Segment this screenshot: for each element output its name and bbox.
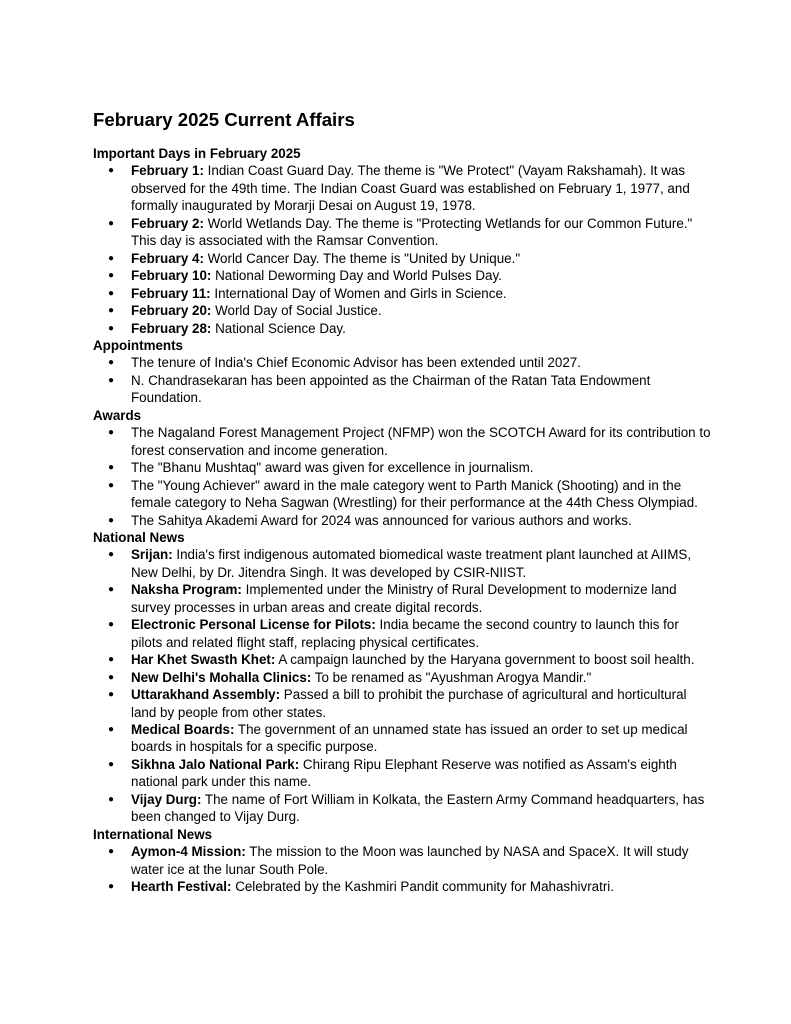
item-term: Electronic Personal License for Pilots: xyxy=(131,617,376,633)
item-text: The "Young Achiever" award in the male category went to Parth Manick (Shooting) and in the female category to Neha Sagwan (Wrestling) for their performance at the 44th Chess Olympiad. xyxy=(131,477,698,511)
item-term: Medical Boards: xyxy=(131,721,235,737)
bullet-list xyxy=(93,546,713,825)
item-term: February 20: xyxy=(131,303,212,319)
item-text: India became the second country to launch this for pilots and related flight staff, replacing physical certificates. xyxy=(131,617,679,650)
list-item xyxy=(93,669,713,686)
bullet-list xyxy=(93,162,713,337)
section-important-days xyxy=(93,145,713,337)
item-text: Indian Coast Guard Day. The theme is "We Protect" (Vayam Rakshamah). It was observed for the 49th time. The Indian Coast Guard was established on February 1, 1977, and formally inaugurated by Morarji Desai on August 19, 1978. xyxy=(131,163,690,214)
list-item xyxy=(93,285,713,302)
item-text: National Deworming Day and World Pulses Day. xyxy=(211,268,502,284)
item-term: February 4: xyxy=(131,250,204,266)
list-item xyxy=(93,372,713,407)
item-term: Sikhna Jalo National Park: xyxy=(131,756,300,772)
bullet-list xyxy=(93,424,713,529)
item-term: Naksha Program: xyxy=(131,582,242,598)
list-item xyxy=(93,686,713,721)
list-item xyxy=(93,721,713,756)
section-heading: Awards xyxy=(93,407,142,423)
item-term: Aymon-4 Mission: xyxy=(131,844,246,860)
item-text: National Science Day. xyxy=(211,320,346,336)
item-text: International Day of Women and Girls in Science. xyxy=(210,285,507,301)
section-international-news xyxy=(93,826,713,896)
section-heading: National News xyxy=(93,529,185,545)
item-term: February 10: xyxy=(131,268,212,284)
section-heading: Appointments xyxy=(93,337,184,353)
list-item xyxy=(93,424,713,459)
item-term: February 2: xyxy=(131,215,204,231)
section-heading: Important Days in February 2025 xyxy=(93,146,301,161)
item-term: New Delhi's Mohalla Clinics: xyxy=(131,669,312,685)
document-body xyxy=(93,145,713,895)
section-awards xyxy=(93,407,713,529)
item-term: Har Khet Swasth Khet: xyxy=(131,652,276,668)
list-item xyxy=(93,791,713,826)
item-term: Vijay Durg: xyxy=(131,791,202,807)
item-text: N. Chandrasekaran has been appointed as the Chairman of the Ratan Tata Endowment Foundation. xyxy=(131,372,651,406)
list-item xyxy=(93,320,713,337)
item-text: The Sahitya Akademi Award for 2024 was announced for various authors and works. xyxy=(131,512,632,528)
item-text: Celebrated by the Kashmiri Pandit community for Mahashivratri. xyxy=(231,879,615,895)
item-term: Hearth Festival: xyxy=(131,879,232,895)
list-item xyxy=(93,756,713,791)
list-item xyxy=(93,651,713,668)
item-text: To be renamed as "Ayushman Arogya Mandir." xyxy=(311,669,592,685)
list-item xyxy=(93,354,713,371)
list-item xyxy=(93,267,713,284)
list-item xyxy=(93,477,713,512)
list-item xyxy=(93,581,713,616)
list-item xyxy=(93,302,713,319)
item-text: Chirang Ripu Elephant Reserve was notified as Assam's eighth national park under this name. xyxy=(131,756,677,790)
bullet-list xyxy=(93,354,713,406)
list-item xyxy=(93,843,713,878)
item-text: The Nagaland Forest Management Project (NFMP) won the SCOTCH Award for its contribution to forest conservation and income generation. xyxy=(131,425,711,458)
list-item xyxy=(93,616,713,651)
item-text: World Day of Social Justice. xyxy=(211,303,382,319)
item-text: The government of an unnamed state has issued an order to set up medical boards in hospitals for a specific purpose. xyxy=(131,721,688,755)
item-text: World Wetlands Day. The theme is "Protecting Wetlands for our Common Future." This day is associated with the Ramsar Convention. xyxy=(131,215,693,249)
item-text: The mission to the Moon was launched by NASA and SpaceX. It will study water ice at the lunar South Pole. xyxy=(131,844,689,877)
item-text: A campaign launched by the Haryana government to boost soil health. xyxy=(275,652,695,668)
item-text: India's first indigenous automated biomedical waste treatment plant launched at AIIMS, New Delhi, by Dr. Jitendra Singh. It was developed by CSIR-NIIST. xyxy=(131,547,692,580)
item-term: Srijan: xyxy=(131,547,173,563)
item-text: The name of Fort William in Kolkata, the Eastern Army Command headquarters, has been changed to Vijay Durg. xyxy=(131,791,705,825)
item-text: World Cancer Day. The theme is "United by Unique." xyxy=(203,250,521,266)
section-national-news xyxy=(93,529,713,826)
page-title: February 2025 Current Affairs xyxy=(93,109,355,130)
list-item xyxy=(93,878,713,895)
item-text: The "Bhanu Mushtaq" award was given for excellence in journalism. xyxy=(131,460,534,476)
item-term: Uttarakhand Assembly: xyxy=(131,687,281,703)
item-term: February 1: xyxy=(131,163,204,179)
item-text: Passed a bill to prohibit the purchase of agricultural and horticultural land by people from other states. xyxy=(131,687,687,720)
section-appointments xyxy=(93,337,713,407)
list-item xyxy=(93,546,713,581)
item-text: Implemented under the Ministry of Rural Development to modernize land survey processes in urban areas and create digital records. xyxy=(131,582,677,615)
list-item xyxy=(93,512,713,529)
list-item xyxy=(93,162,713,214)
section-heading: International News xyxy=(93,826,213,842)
list-item xyxy=(93,250,713,267)
item-term: February 11: xyxy=(131,285,211,301)
list-item xyxy=(93,459,713,476)
item-text: The tenure of India's Chief Economic Advisor has been extended until 2027. xyxy=(131,355,581,371)
list-item xyxy=(93,215,713,250)
bullet-list xyxy=(93,843,713,895)
item-term: February 28: xyxy=(131,320,212,336)
